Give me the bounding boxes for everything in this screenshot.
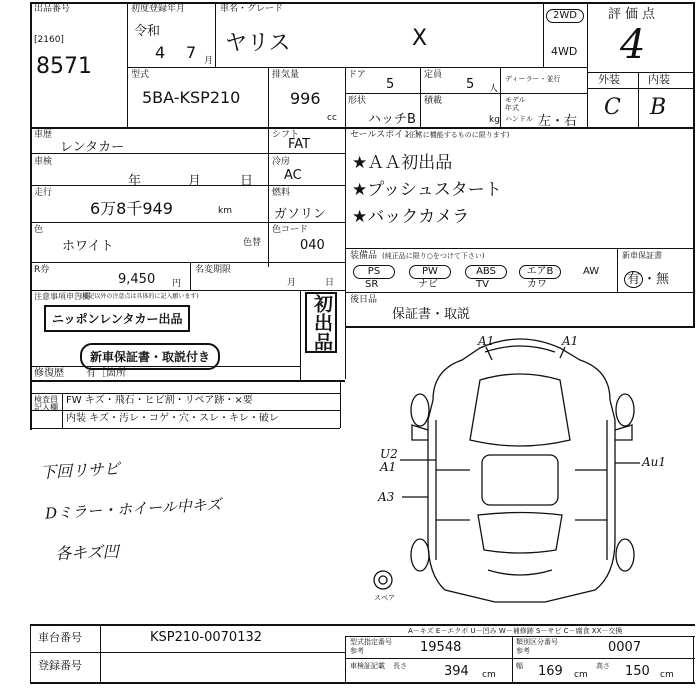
- chassis-label: 車台番号: [38, 631, 82, 644]
- equipment-note: (純正品に限り○をつけて下さい): [382, 252, 485, 260]
- inspection-row-interior: 内装 キズ・汚レ・コゲ・穴・スレ・キレ・破レ: [66, 413, 279, 424]
- ac-value: AC: [284, 168, 302, 183]
- selling-points-label: セールスポイント: [350, 130, 422, 140]
- class-label: 類別区分番号: [516, 638, 558, 646]
- fuel-label: 燃料: [272, 188, 291, 198]
- shape-value: ハッチB: [368, 112, 416, 127]
- title-day: 日: [325, 278, 335, 288]
- inspection-year: 年: [128, 174, 142, 189]
- model-year-label: モデル年式: [505, 96, 526, 112]
- score-value: 4: [620, 22, 646, 68]
- equip-aw: AW: [583, 266, 600, 277]
- warranty-stamp: 新車保証書・取説付き: [80, 343, 220, 370]
- warranty-yes-circled: 有: [624, 271, 643, 288]
- drive-4wd: 4WD: [551, 45, 578, 58]
- notices-label: 注意事項申告欄: [34, 292, 90, 301]
- length-value: 394: [444, 664, 469, 679]
- registration-month-unit: 月: [204, 56, 214, 66]
- inspection-label: 車検: [34, 157, 53, 167]
- damage-mark-left-rear: A3: [378, 490, 395, 504]
- fuel-value: ガソリン: [274, 207, 327, 222]
- inspector-label: 検査員記入欄: [34, 395, 58, 412]
- shift-value: FAT: [288, 137, 311, 152]
- registration-month: 7: [186, 43, 197, 62]
- score-label: 評価点: [608, 7, 660, 22]
- equip-pw: PW: [409, 265, 451, 279]
- cert-label: 車検証記載: [350, 662, 385, 670]
- title-month: 月: [287, 278, 297, 288]
- inspection-day: 日: [240, 174, 254, 189]
- notices-sub: (下記以外の注意点は具体的に記入願います): [80, 293, 199, 300]
- handwritten-note-2: Dミラー・ホイール中キズ: [44, 495, 222, 523]
- damage-mark-front-right: A1: [562, 334, 579, 348]
- color-change-label: 色替: [243, 238, 262, 248]
- damage-legend: A－キズ E－エクボ U－凹み W－補修跡 S－サビ C－腐食 XX－交換: [408, 627, 623, 635]
- lot-sub-number: [2160]: [34, 35, 64, 45]
- shift-label: シフト: [272, 130, 300, 140]
- exterior-label: 外装: [598, 73, 620, 86]
- class-ref: 参考: [516, 647, 530, 655]
- repair-history-label: 修復歴: [34, 368, 64, 379]
- load-unit: kg: [489, 115, 500, 125]
- registration-era: 令和: [134, 24, 161, 39]
- width-label: 幅: [516, 662, 523, 670]
- width-unit: cm: [574, 670, 588, 680]
- type-label: 型式: [131, 70, 150, 80]
- after-items-value: 保証書・取説: [392, 307, 471, 322]
- warranty-no: 無: [656, 272, 670, 287]
- model-name: ヤリス: [225, 31, 291, 56]
- first-registration-label: 初度登録年月: [131, 4, 186, 14]
- repair-history-value: 有［箇所: [86, 368, 126, 379]
- displacement-label: 排気量: [272, 70, 300, 80]
- rental-stamp: ニッポンレンタカー出品: [44, 305, 190, 332]
- height-label: 高さ: [596, 662, 610, 670]
- ac-label: 冷房: [272, 157, 291, 167]
- damage-mark-right-side: Au1: [642, 455, 667, 469]
- after-items-label: 後日品: [350, 295, 378, 305]
- history-value: レンタカー: [60, 140, 125, 155]
- seats-unit: 人: [489, 84, 499, 94]
- selling-point-2: ★プッシュスタート: [352, 180, 502, 200]
- new-car-warranty-label: 新車保証書: [622, 251, 662, 260]
- model-label: 車名・グレード: [220, 4, 284, 14]
- equip-navi: ナビ: [418, 279, 438, 290]
- color-code-label: 色コード: [272, 225, 309, 235]
- damage-mark-front-left: A1: [478, 334, 495, 348]
- lot-number: 8571: [36, 54, 92, 79]
- equipment-label: 装備品: [350, 251, 378, 261]
- drive-2wd-circled: 2WD: [546, 9, 584, 23]
- chassis-value: KSP210-0070132: [150, 630, 263, 645]
- registration-number-label: 登録番号: [38, 659, 82, 672]
- registration-year: 4: [155, 43, 166, 62]
- mileage-label: 走行: [34, 188, 53, 198]
- color-code-value: 040: [300, 238, 325, 253]
- inspection-month: 月: [188, 174, 202, 189]
- handle-label: ハンドル: [505, 115, 533, 123]
- doors-value: 5: [386, 77, 395, 92]
- height-unit: cm: [660, 670, 674, 680]
- load-label: 積載: [424, 96, 443, 106]
- grade: X: [412, 26, 428, 51]
- damage-mark-left-side-u2: U2: [380, 447, 398, 461]
- displacement-unit: cc: [327, 113, 337, 123]
- equip-tv: TV: [476, 279, 489, 290]
- inspection-row-windshield: FW キズ・飛石・ヒビ割・リペア跡・×要: [66, 395, 253, 406]
- exterior-grade: C: [604, 95, 621, 120]
- height-value: 150: [625, 664, 650, 679]
- equip-leather: カワ: [527, 279, 547, 290]
- equip-ps: PS: [353, 265, 395, 279]
- selling-point-1: ★ＡＡ初出品: [352, 153, 453, 173]
- shape-label: 形状: [348, 96, 367, 106]
- equip-sr: SR: [365, 279, 379, 290]
- damage-mark-left-side-a1: A1: [380, 460, 397, 474]
- title-change-label: 名変期限: [195, 265, 232, 275]
- lot-number-label: 出品番号: [34, 4, 71, 14]
- dealer-label: ディーラー・並行: [505, 75, 561, 83]
- length-label: 長さ: [393, 662, 407, 670]
- selling-points-note: (正常に機能するものに限ります): [406, 131, 510, 139]
- mileage-value: 6万8千949: [90, 199, 173, 218]
- equip-airbag: エアB: [519, 265, 561, 279]
- recycle-value: 9,450: [118, 272, 156, 287]
- length-unit: cm: [482, 670, 496, 680]
- first-listing-stamp: 初出品: [305, 292, 337, 353]
- color-value: ホワイト: [62, 239, 114, 254]
- recycle-unit: 円: [172, 279, 182, 289]
- class-value: 0007: [608, 640, 642, 655]
- seats-value: 5: [466, 77, 475, 92]
- width-value: 169: [538, 664, 563, 679]
- type-cert-ref: 参考: [350, 647, 364, 655]
- doors-label: ドア: [348, 70, 366, 80]
- selling-point-3: ★バックカメラ: [352, 207, 470, 227]
- handwritten-note-3: 各キズ凹: [54, 541, 120, 564]
- color-label: 色: [34, 225, 44, 235]
- warranty-options: 有 ・無: [624, 268, 669, 287]
- interior-label: 内装: [648, 73, 670, 86]
- handle-value: 左・右: [538, 114, 578, 129]
- spare-tire-label: スペア: [374, 594, 395, 602]
- displacement-value: 996: [290, 89, 321, 108]
- seats-label: 定員: [424, 70, 443, 80]
- type-value: 5BA-KSP210: [142, 88, 241, 107]
- mileage-unit: km: [218, 206, 232, 216]
- type-cert-label: 型式指定番号: [350, 638, 392, 646]
- interior-grade: B: [650, 95, 667, 120]
- handwritten-note-1: 下回リサビ: [39, 458, 121, 483]
- equip-abs: ABS: [465, 265, 507, 279]
- recycle-label: R券: [34, 265, 50, 275]
- history-label: 車歴: [34, 130, 53, 140]
- type-cert-value: 19548: [420, 640, 462, 655]
